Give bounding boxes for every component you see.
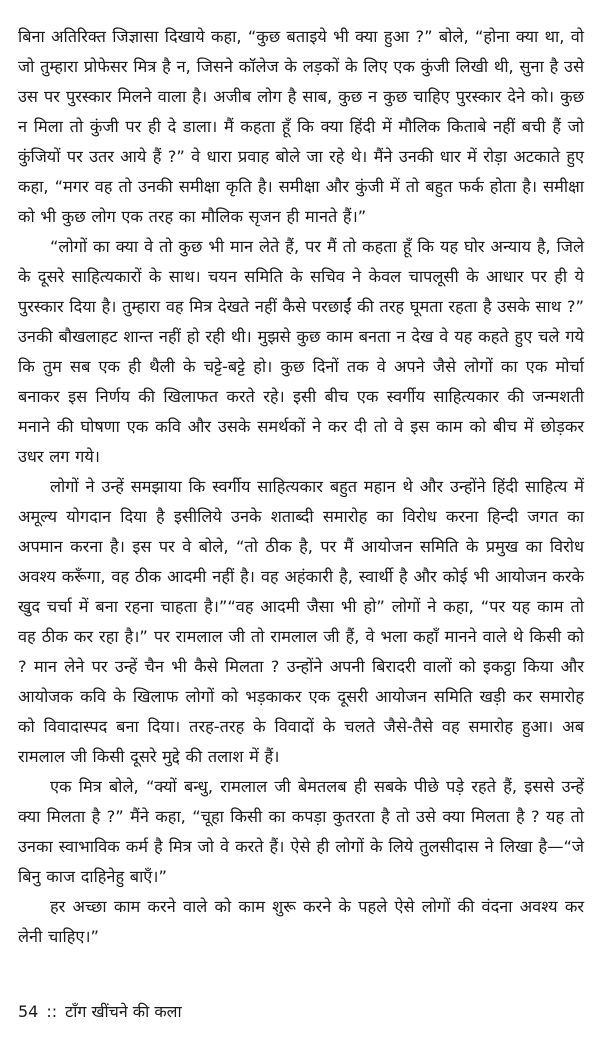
book-title: टाँग खींचने की कला <box>65 1002 182 1021</box>
footer-separator: :: <box>46 1002 58 1021</box>
paragraph-4: एक मित्र बोले, “क्यों बन्धु, रामलाल जी बेमतलब ही सबके पीछे पड़े रहते हैं, इससे उन्हें क्या मिलता है ?” मैंने कहा, “चूहा किसी का कपड़ा कुतरता है तो उसे क्या मिलता है ? यह तो उनका स्वाभाविक कर्म है मित्र जो वे करते हैं। ऐसे ही लोगों के लिये तुलसीदास ने लिखा है—“जे बिनु काज दाहिनेहु बाएँ।” <box>18 777 584 886</box>
paragraph-2: “लोगों का क्या वे तो कुछ भी मान लेते हैं, पर मैं तो कहता हूँ कि यह घोर अन्याय है, जिले के दूसरे साहित्यकारों के साथ। चयन समिति के सचिव ने केवल चापलूसी के आधार पर ही ये पुरस्कार दिया है। तुम्हारा वह मित्र देखते नहीं कैसे परछाईं की तरह घूमता रहता है उसके साथ ?” उनकी बौखलाहट शान्त नहीं हो रही थी। मुझसे कुछ काम बनता न देख वे यह कहते हुए चले गये कि तुम सब एक ही थैली के चट्टे-बट्टे हो। कुछ दिनों तक वे अपने जैसे लोगों का एक मोर्चा बनाकर इस निर्णय की खिलाफत करते रहे। इसी बीच एक स्वर्गीय साहित्यकार की जन्मशती मनाने की घोषणा एक कवि और उसके समर्थकों ने कर दी तो वे इस काम को बीच में छोड़कर उधर लग गये। <box>18 237 584 466</box>
body-text <box>18 22 584 952</box>
page-footer <box>18 1000 182 1022</box>
page-number: 54 <box>18 1002 39 1021</box>
paragraph-3: लोगों ने उन्हें समझाया कि स्वर्गीय साहित्यकार बहुत महान थे और उन्होंने हिंदी साहित्य में अमूल्य योगदान दिया है इसीलिये उनके शताब्दी समारोह का विरोध करना हिन्दी जगत का अपमान करना है। इस पर वे बोले, “तो ठीक है, पर मैं आयोजन समिति के प्रमुख का विरोध अवश्य करूँगा, वह ठीक आदमी नहीं है। वह अहंकारी है, स्वार्थी है और कोई भी आयोजन करके खुद चर्चा में बना रहना चाहता है।”“वह आदमी जैसा भी हो” लोगों ने कहा, “पर यह काम तो वह ठीक कर रहा है।” पर रामलाल जी तो रामलाल जी हैं, वे भला कहाँ मानने वाले थे किसी को ? मान लेने पर उन्हें चैन भी कैसे मिलता ? उन्होंने अपनी बिरादरी वालों को इकट्ठा किया और आयोजक कवि के खिलाफ लोगों को भड़काकर एक दूसरी आयोजन समिति खड़ी कर समारोह को विवादास्पद बना दिया। तरह-तरह के विवादों के चलते जैसे-तैसे वह समारोह हुआ। अब रामलाल जी किसी दूसरे मुद्दे की तलाश में हैं। <box>18 477 584 766</box>
paragraph-5: हर अच्छा काम करने वाले को काम शुरू करने के पहले ऐसे लोगों की वंदना अवश्य कर लेनी चाहिए।” <box>18 897 584 946</box>
paragraph-1: बिना अतिरिक्त जिज्ञासा दिखाये कहा, “कुछ बताइये भी क्या हुआ ?” बोले, “होना क्या था, वो जो तुम्हारा प्रोफेसर मित्र है न, जिसने कॉलेज के लड़कों के लिए एक कुंजी लिखी थी, सुना है उसे उस पर पुरस्कार मिलने वाला है। अजीब लोग है साब, कुछ न कुछ चाहिए पुरस्कार देने को। कुछ न मिला तो कुंजी पर ही दे डाला। मैं कहता हूँ कि क्या हिंदी में मौलिक किताबे नहीं बची हैं जो कुंजियों पर उतर आये हैं ?” वे धारा प्रवाह बोले जा रहे थे। मैंने उनकी धार में रोड़ा अटकाते हुए कहा, “मगर वह तो उनकी समीक्षा कृति है। समीक्षा और कुंजी में तो बहुत फर्क होता है। समीक्षा को भी कुछ लोग एक तरह का मौलिक सृजन ही मानते हैं।” <box>18 27 584 226</box>
